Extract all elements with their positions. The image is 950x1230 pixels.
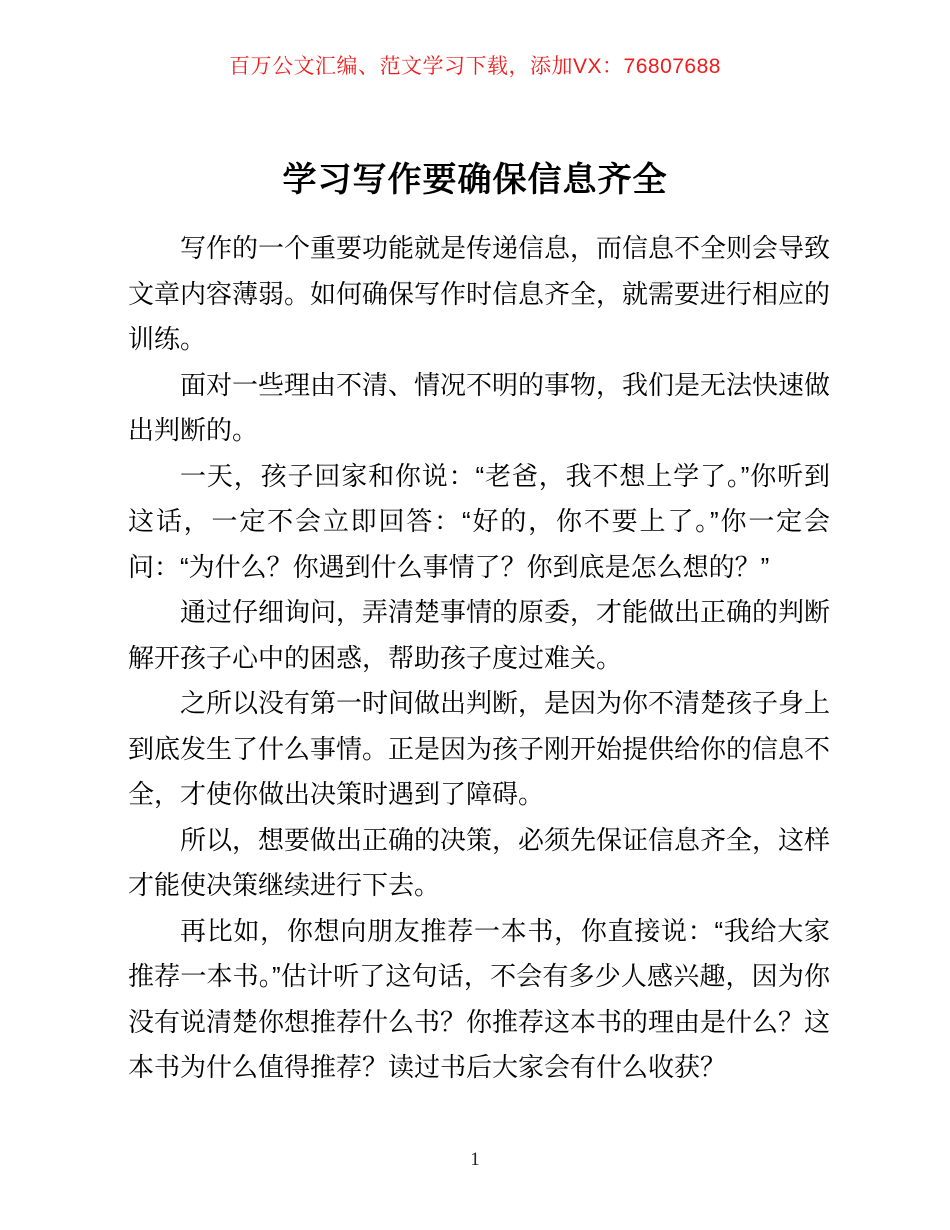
- paragraph-2: 面对一些理由不清、情况不明的事物，我们是无法快速做出判断的。: [128, 369, 831, 445]
- promo-header-text: 百万公文汇编、范文学习下载，添加VX：76807688: [229, 55, 721, 78]
- paragraph-1: 写作的一个重要功能就是传递信息，而信息不全则会导致文章内容薄弱。如何确保写作时信息齐全，就需要进行相应的训练。: [128, 233, 831, 354]
- document-body: [128, 226, 830, 1091]
- paragraph-6: 所以，想要做出正确的决策，必须先保证信息齐全，这样才能使决策继续进行下去。: [128, 824, 831, 900]
- paragraph-4: 通过仔细询问，弄清楚事情的原委，才能做出正确的判断解开孩子心中的困惑，帮助孩子度过难关。: [128, 597, 831, 673]
- page-number: 1: [470, 1149, 480, 1170]
- paragraph-7: 再比如，你想向朋友推荐一本书，你直接说：“我给大家推荐一本书。”估计听了这句话，不会有多少人感兴趣，因为你没有说清楚你想推荐什么书？你推荐这本书的理由是什么？这本书为什么值得推荐？读过书后大家会有什么收获？: [128, 915, 831, 1082]
- document-title: 学习写作要确保信息齐全: [282, 161, 668, 199]
- paragraph-5: 之所以没有第一时间做出判断，是因为你不清楚孩子身上到底发生了什么事情。正是因为孩子刚开始提供给你的信息不全，才使你做出决策时遇到了障碍。: [128, 688, 831, 809]
- paragraph-3: 一天，孩子回家和你说：“老爸，我不想上学了。”你听到这话，一定不会立即回答：“好的，你不要上了。”你一定会问：“为什么？你遇到什么事情了？你到底是怎么想的？”: [128, 460, 830, 582]
